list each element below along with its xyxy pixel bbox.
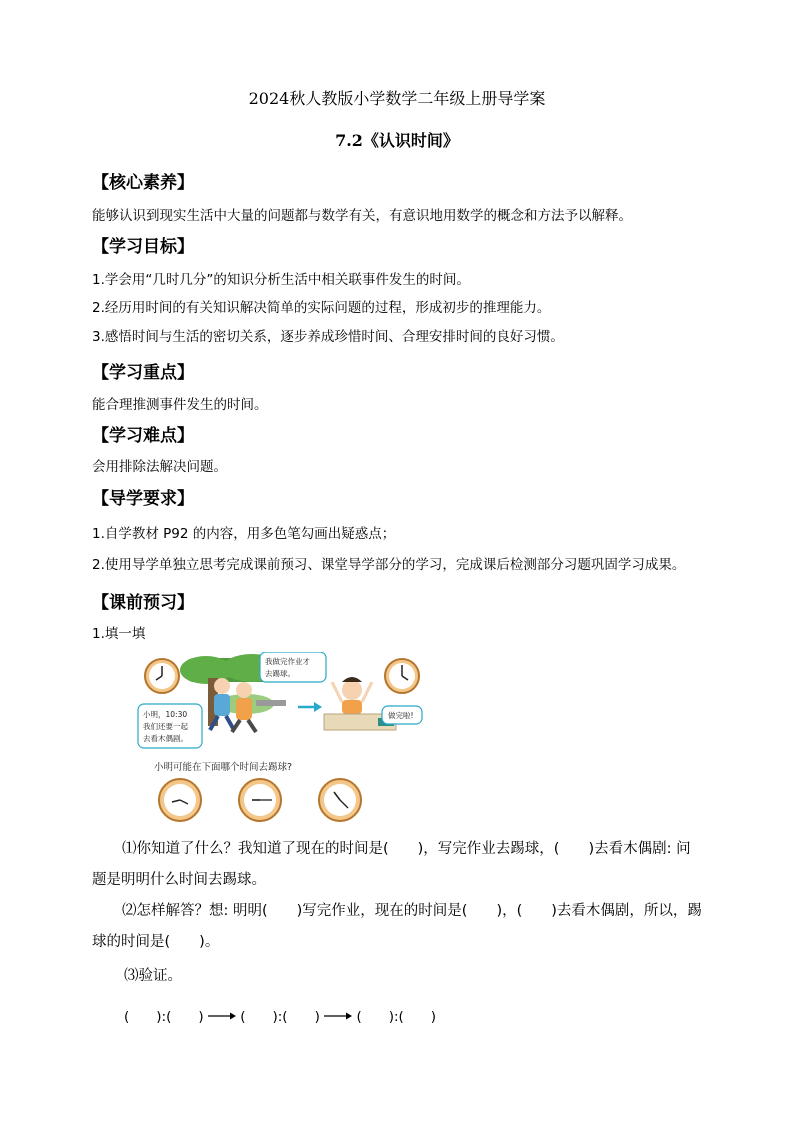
arrow-right-icon — [298, 702, 322, 712]
requirement-item-2: 2.使用导学单独立思考完成课前预习、课堂导学部分的学习，完成课后检测部分习题巩固学习成果。 — [92, 557, 686, 573]
speech-bubble-left — [138, 704, 202, 748]
preview-item-1: 1.填一填 — [92, 626, 146, 642]
heading-core: 【核心素养】 — [92, 173, 194, 193]
goal-item-3: 3.感悟时间与生活的密切关系，逐步养成珍惜时间、合理安排时间的良好习惯。 — [92, 329, 564, 345]
goal-item-2: 2.经历用时间的有关知识解决简单的实际问题的过程，形成初步的推理能力。 — [92, 300, 551, 316]
svg-text:我做完作业才: 我做完作业才 — [265, 657, 310, 666]
clock-option-c-icon — [319, 779, 361, 821]
difficulty-text: 会用排除法解决问题。 — [92, 459, 227, 475]
document-subtitle: 7.2《认识时间》 — [335, 131, 459, 150]
heading-key: 【学习重点】 — [92, 363, 194, 383]
question-1: ⑴你知道了什么？我知道了现在的时间是( )，写完作业去踢球，( )去看木偶剧: 问题是明明什么时间去踢球。 — [92, 841, 691, 888]
clock-illustration — [134, 652, 434, 832]
verify-group-2: ( ):( ) — [240, 1009, 320, 1025]
arrow-right-icon — [324, 1011, 352, 1021]
verify-group-3: ( ):( ) — [356, 1009, 437, 1025]
svg-text:去踢球。: 去踢球。 — [265, 669, 295, 678]
heading-preview: 【课前预习】 — [92, 593, 194, 613]
svg-text:去看木偶剧。: 去看木偶剧。 — [143, 734, 188, 743]
arrow-right-icon — [208, 1011, 236, 1021]
svg-text:做完啦!: 做完啦! — [388, 711, 414, 720]
verify-sequence — [124, 1005, 436, 1025]
verify-group-1: ( ):( ) — [124, 1009, 204, 1025]
heading-requirements: 【导学要求】 — [92, 489, 194, 509]
illustration-question: 小明可能在下面哪个时间去踢球? — [154, 762, 293, 773]
heading-difficulty: 【学习难点】 — [92, 426, 194, 446]
svg-text:小明，10:30: 小明，10:30 — [143, 710, 188, 719]
speech-bubble-done — [382, 706, 422, 724]
clock-option-b-icon — [239, 779, 281, 821]
speech-bubble-right — [260, 652, 326, 682]
requirement-item-1: 1.自学教材 P92 的内容，用多色笔勾画出疑惑点； — [92, 526, 396, 542]
clock-option-a-icon — [159, 779, 201, 821]
goal-item-1: 1.学会用“几时几分”的知识分析生活中相关联事件发生的时间。 — [92, 272, 470, 288]
heading-goals: 【学习目标】 — [92, 237, 194, 257]
question-3: ⑶验证。 — [124, 968, 182, 984]
bench-icon — [256, 700, 286, 706]
key-text: 能合理推测事件发生的时间。 — [92, 397, 268, 413]
document-title: 2024秋人教版小学数学二年级上册导学案 — [248, 89, 546, 108]
clock-icon — [385, 659, 419, 693]
clock-icon — [145, 659, 179, 693]
svg-text:我们还要一起: 我们还要一起 — [143, 722, 188, 731]
question-2: ⑵怎样解答？想: 明明( )写完作业，现在的时间是( )，( )去看木偶剧，所以，踢球的时间是( )。 — [92, 903, 702, 950]
core-text: 能够认识到现实生活中大量的问题都与数学有关，有意识地用数学的概念和方法予以解释。 — [92, 208, 632, 224]
